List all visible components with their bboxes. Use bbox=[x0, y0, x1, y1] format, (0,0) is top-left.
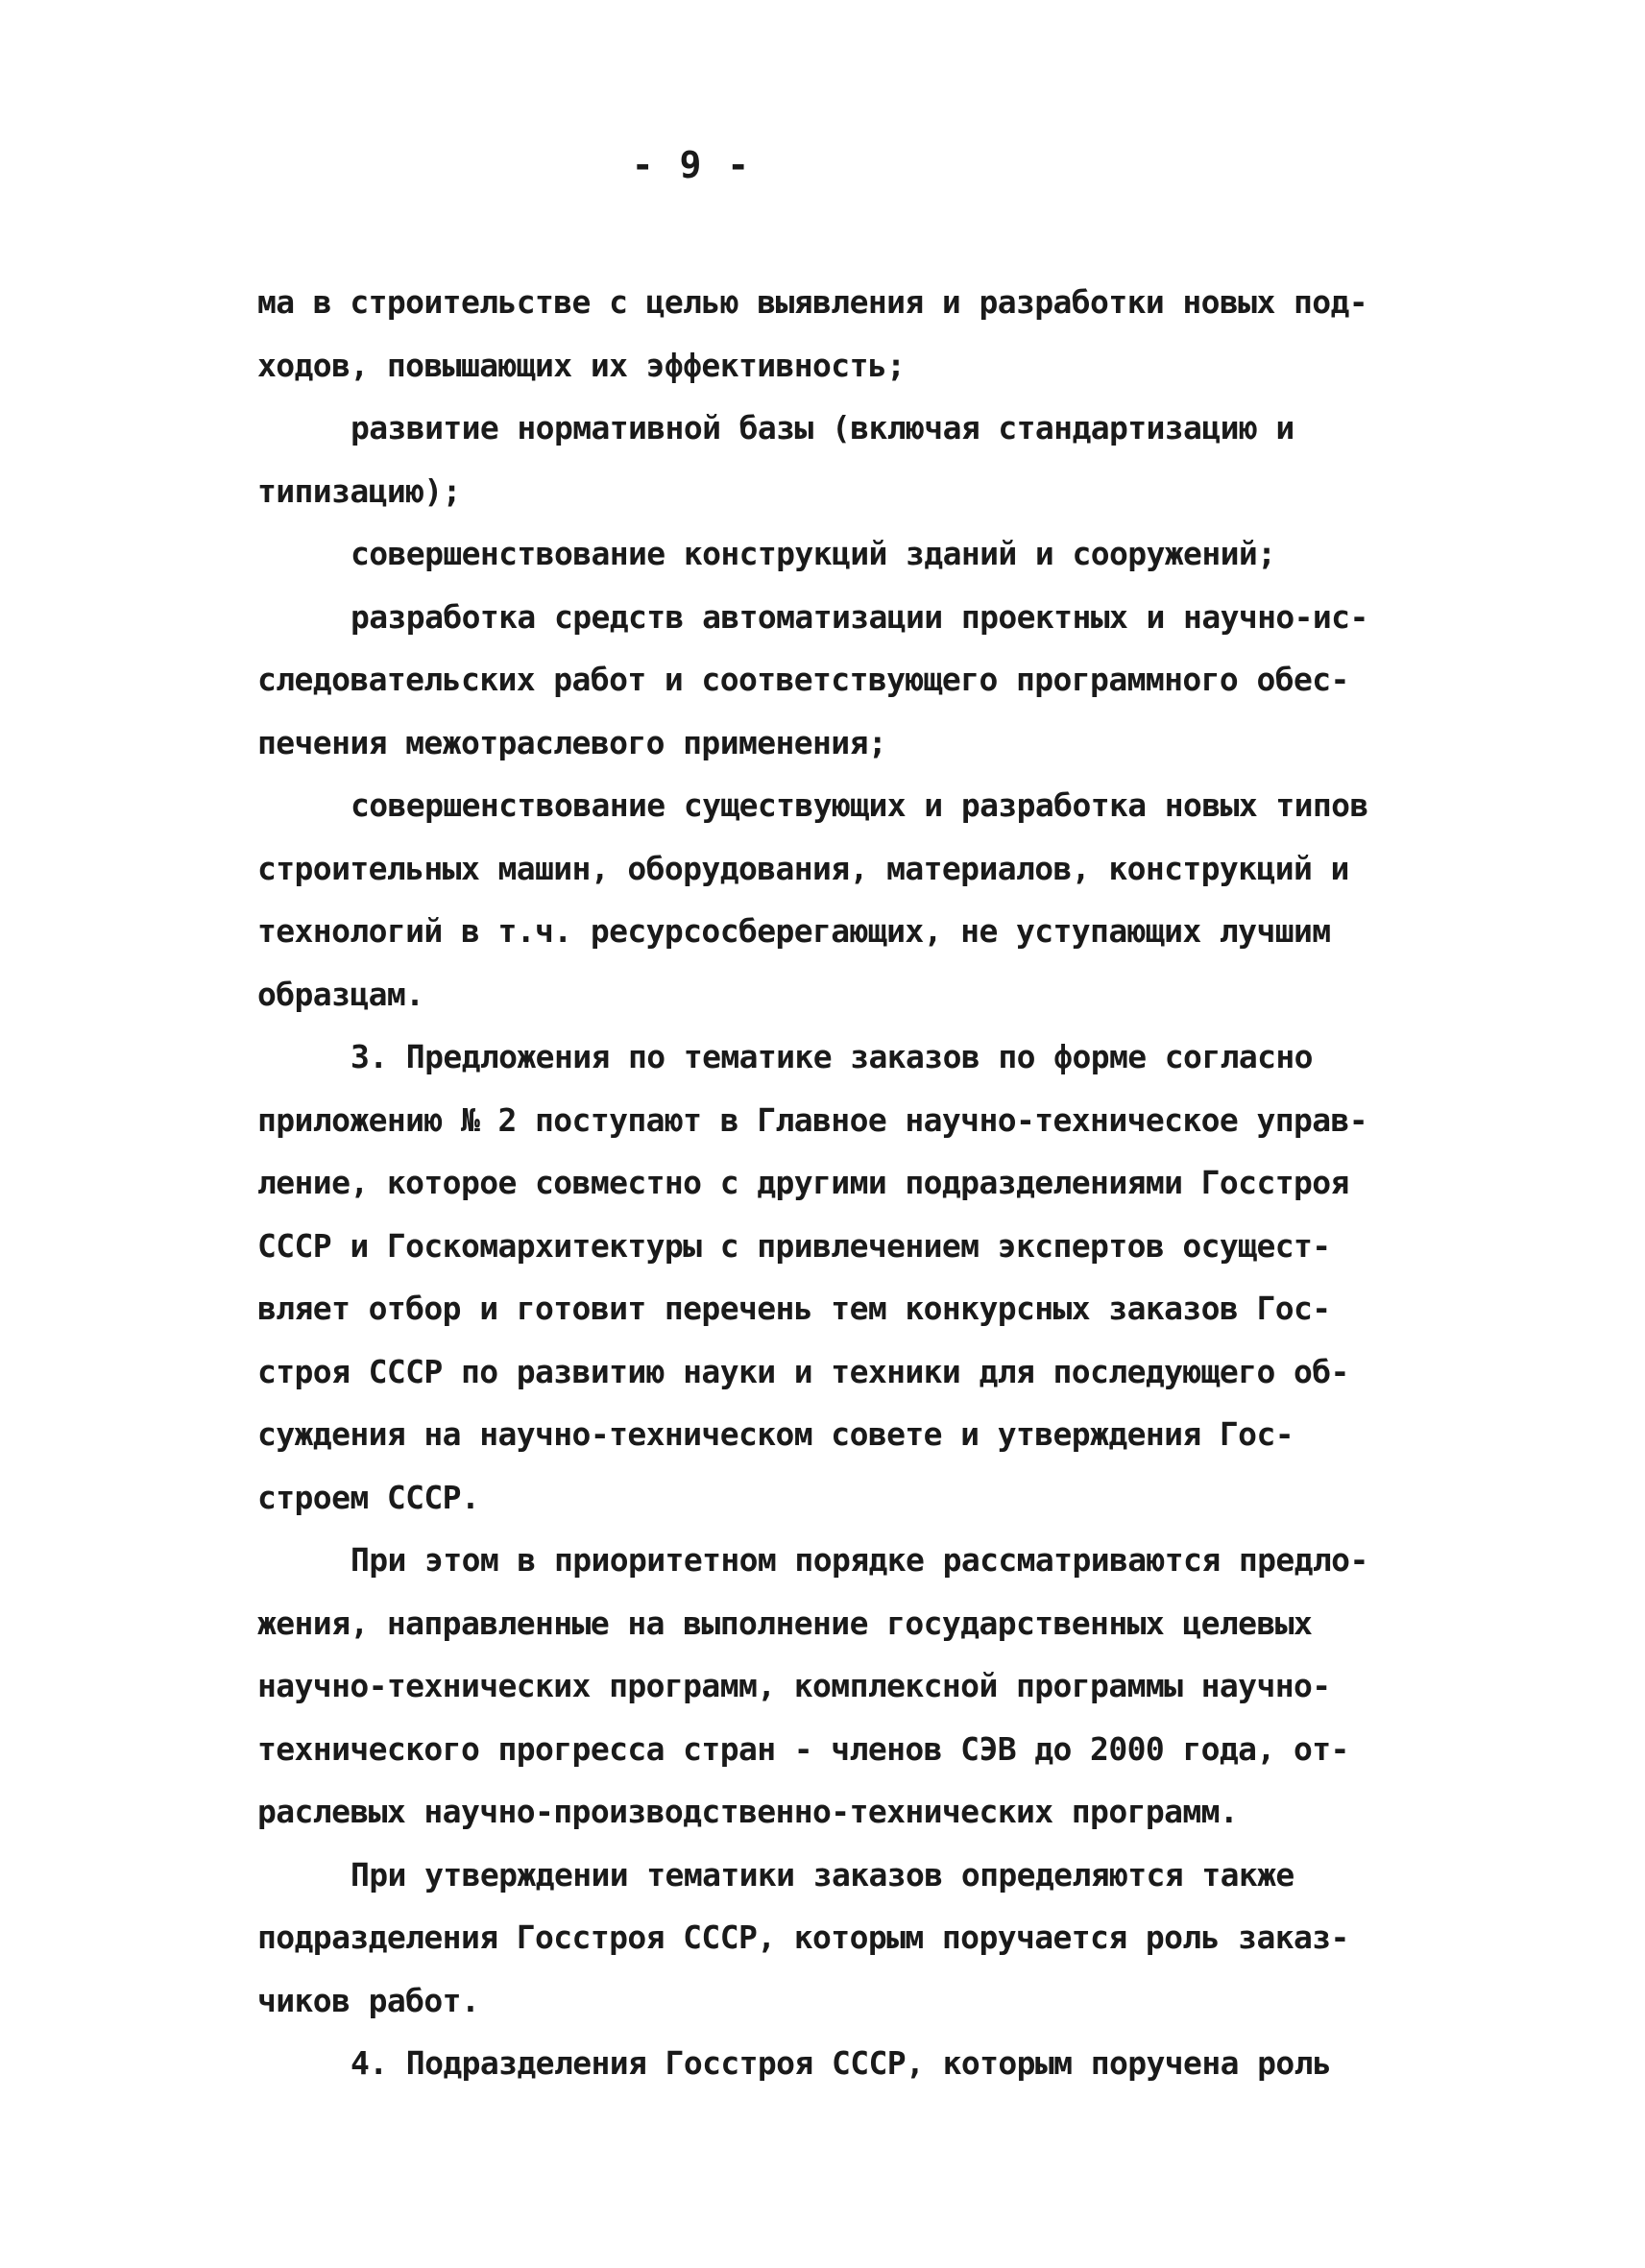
text-line: жения, направленные на выполнение государственных целевых bbox=[257, 1604, 1313, 1642]
text-line: строем СССР. bbox=[257, 1478, 480, 1516]
text-line: следовательских работ и соответствующего программного обес- bbox=[257, 661, 1349, 698]
text-line: суждения на научно-техническом совете и утверждения Гос- bbox=[257, 1415, 1294, 1453]
text-line: ходов, повышающих их эффективность; bbox=[257, 346, 906, 384]
text-line: чиков работ. bbox=[257, 1981, 480, 2019]
text-line: разработка средств автоматизации проектных и научно-ис- bbox=[351, 597, 1368, 636]
text-line: СССР и Госкомархитектуры с привлечением экспертов осущест- bbox=[257, 1226, 1331, 1265]
text-line: развитие нормативной базы (включая стандартизацию и bbox=[351, 409, 1294, 446]
page-number: - 9 - bbox=[631, 144, 752, 186]
text-line: ма в строительстве с целью выявления и разработки новых под- bbox=[257, 283, 1368, 321]
text-line: ление, которое совместно с другими подразделениями Госстроя bbox=[257, 1164, 1349, 1201]
text-line: приложению № 2 поступают в Главное научно-техническое управ- bbox=[257, 1100, 1368, 1139]
text-line: подразделения Госстроя СССР, которым поручается роль заказ- bbox=[257, 1918, 1349, 1956]
text-line: строя СССР по развитию науки и техники для последующего об- bbox=[257, 1352, 1349, 1390]
text-line: печения межотраслевого применения; bbox=[257, 723, 887, 761]
body-text bbox=[257, 271, 1410, 2095]
text-line: технологий в т.ч. ресурсосберегающих, не уступающих лучшим bbox=[257, 912, 1331, 950]
text-line: 3. Предложения по тематике заказов по форме согласно bbox=[351, 1038, 1313, 1075]
text-line: вляет отбор и готовит перечень тем конкурсных заказов Гос- bbox=[257, 1290, 1331, 1327]
text-line: технического прогресса стран - членов СЭВ до 2000 года, от- bbox=[257, 1729, 1349, 1768]
text-line: совершенствование конструкций зданий и сооружений; bbox=[351, 535, 1276, 572]
text-line: строительных машин, оборудования, материалов, конструкций и bbox=[257, 849, 1349, 887]
text-line: раслевых научно-производственно-технических программ. bbox=[257, 1793, 1239, 1830]
text-line: При этом в приоритетном порядке рассматриваются предло- bbox=[351, 1541, 1368, 1579]
text-line: образцам. bbox=[257, 975, 424, 1013]
text-line: научно-технических программ, комплексной программы научно- bbox=[257, 1667, 1331, 1704]
text-line: При утверждении тематики заказов определяются также bbox=[351, 1855, 1294, 1894]
text-line: совершенствование существующих и разработка новых типов bbox=[351, 786, 1368, 824]
text-line: типизацию); bbox=[257, 471, 461, 510]
text-line: 4. Подразделения Госстроя СССР, которым поручена роль bbox=[351, 2044, 1332, 2082]
